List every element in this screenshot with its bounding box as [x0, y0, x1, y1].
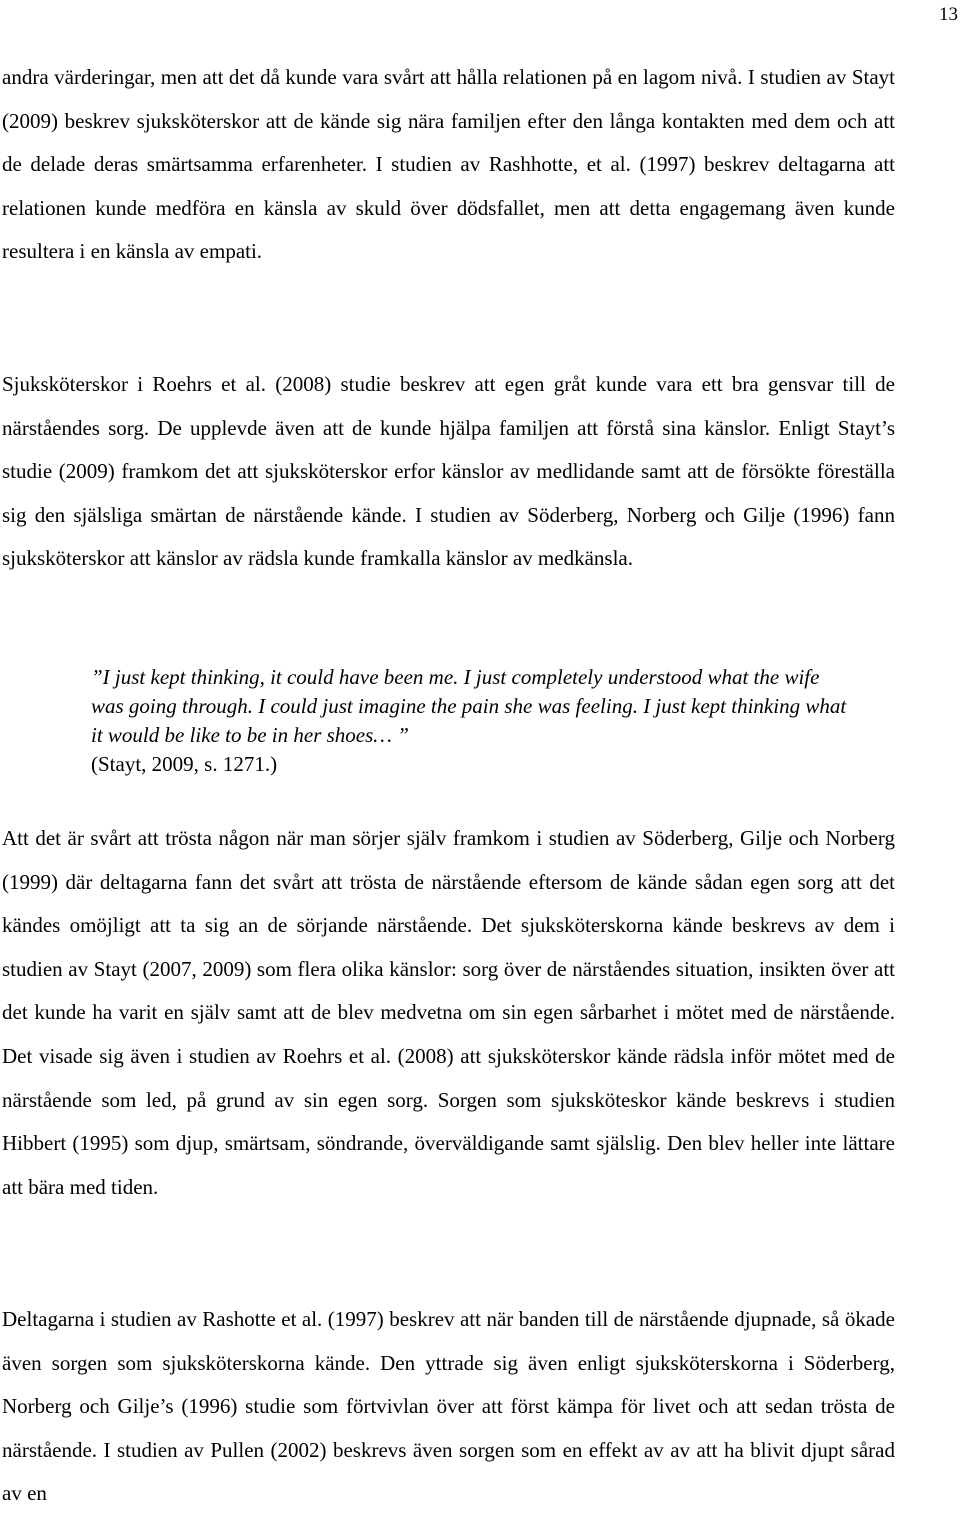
paragraph-2: Sjuksköterskor i Roehrs et al. (2008) studie beskrev att egen gråt kunde vara ett bra gensvar till de närståendes sorg. De upplevde även att de kunde hjälpa familjen att förstå sina känslor. Enligt Stayt’s studie (2009) framkom det att sjuksköterskor erfor känslor av medlidande samt att de försökte föreställa sig den själsliga smärtan de närstående kände. I studien av Söderberg, Norberg och Gilje (1996) fann sjuksköterskor att känslor av rädsla kunde framkalla känslor av medkänsla. [2, 372, 895, 571]
paragraph-3: Att det är svårt att trösta någon när man sörjer själv framkom i studien av Söderberg, Gilje och Norberg (1999) där deltagarna fann det svårt att trösta de närstående eftersom de kände sådan egen sorg att det kändes omöjligt att ta sig an de sörjande närstående. Det sjuksköterskorna kände beskrevs av dem i studien av Stayt (2007, 2009) som flera olika känslor: sorg över de närståendes situation, insikten över att det kunde ha varit en själv samt att de blev medvetna om sin egen sårbarhet i mötet med de närstående. Det visade sig även i studien av Roehrs et al. (2008) att sjuksköterskor kände rädsla inför mötet med de närstående som led, på grund av sin egen sorg. Sorgen som sjuksköteskor kände beskrevs i studien Hibbert (1995) som djup, smärtsam, söndrande, överväldigande samt själslig. Den blev heller inte lättare att bära med tiden. [2, 826, 895, 1199]
paragraph-1: andra värderingar, men att det då kunde vara svårt att hålla relationen på en lagom nivå. I studien av Stayt (2009) beskrev sjuksköterskor att de kände sig nära familjen efter den långa kontakten med dem och att de delade deras smärtsamma erfarenheter. I studien av Rashhotte, et al. (1997) beskrev deltagarna att relationen kunde medföra en känsla av skuld över dödsfallet, men att detta engagemang även kunde resultera i en känsla av empati. [2, 65, 895, 264]
paragraph-4: Deltagarna i studien av Rashotte et al. (1997) beskrev att när banden till de närstående djupnade, så ökade även sorgen som sjuksköterskorna kände. Den yttrade sig även enligt sjuksköterskorna i Söderberg, Norberg och Gilje’s (1996) studie som förtvivlan över att först kämpa för livet och att sedan trösta de närstående. I studien av Pullen (2002) beskrevs även sorgen som en effekt av av att ha blivit djupt sårad av en [2, 1307, 895, 1506]
page-number: 13 [939, 4, 958, 25]
block-quote [91, 663, 851, 779]
quote-text: ”I just kept thinking, it could have been me. I just completely understood what the wife was going through. I could just imagine the pain she was feeling. I just kept thinking what it would be like to be in her shoes… ” [91, 665, 847, 747]
quote-citation: (Stayt, 2009, s. 1271.) [91, 752, 278, 776]
